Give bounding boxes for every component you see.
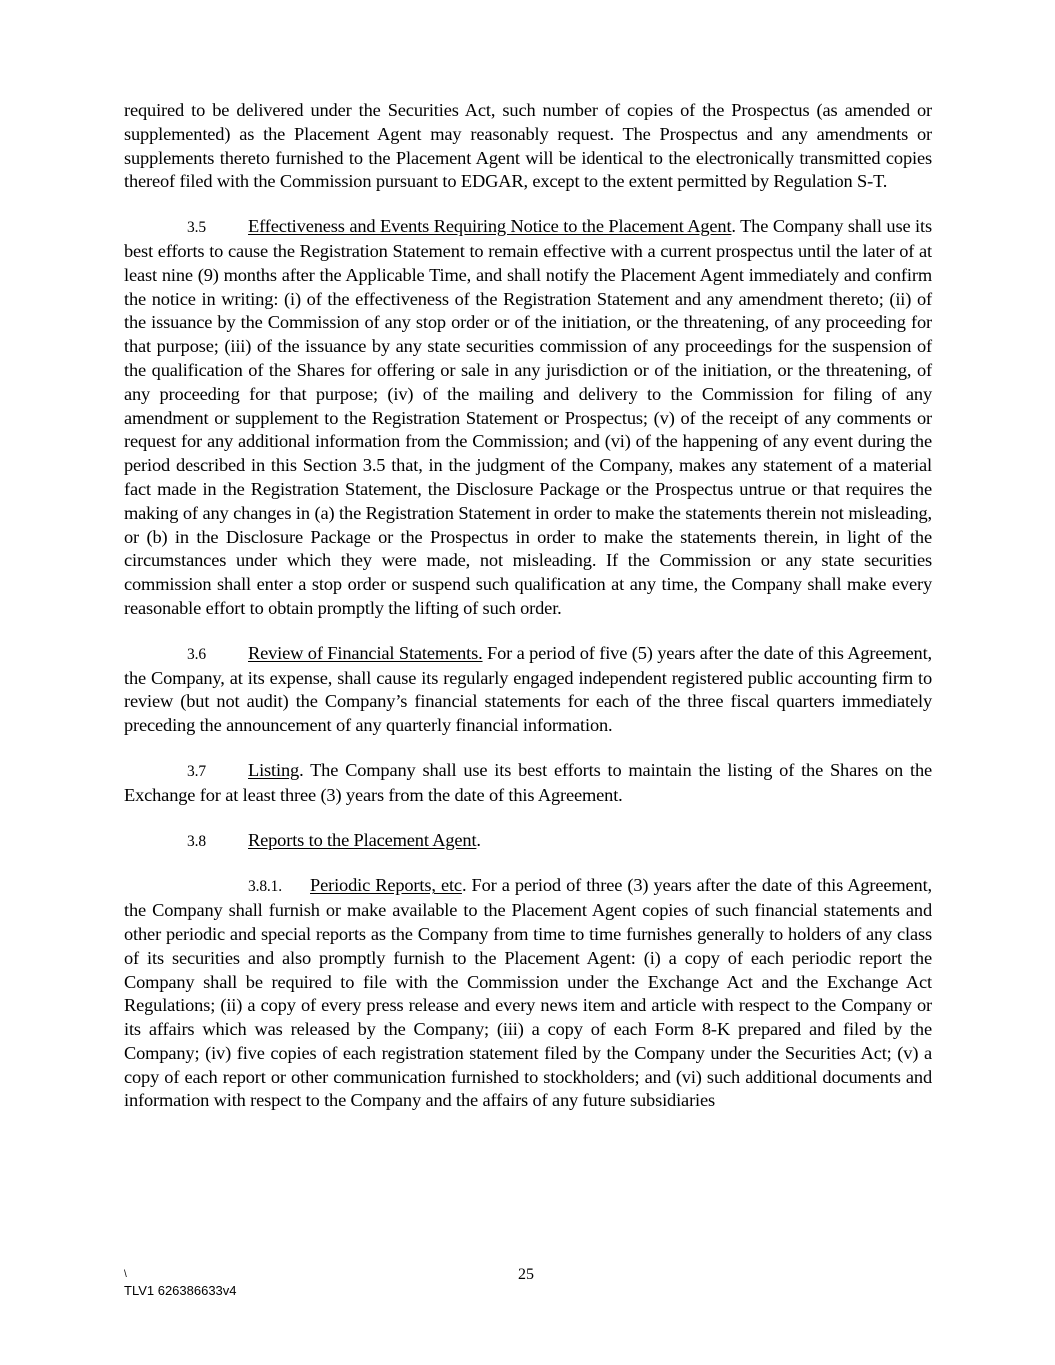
section-heading: Review of Financial Statements. <box>248 642 483 663</box>
heading-punctuation: . <box>476 829 481 850</box>
section-body: The Company shall use its best efforts to cause the Registration Statement to remain effective with a current prospectus until the later of at least nine (9) months after the Applicable Time, and shall notify the Placement Agent immediately and confirm the notice in writing: (i) of the effectiveness of the Registration Statement and any amendment thereto; (ii) of the issuance by the Commission of any stop order or of the initiation, or the threatening, of any proceeding for that purpose; (iii) of the issuance by any state securities commission of any proceedings for the suspension of the qualification of the Shares for offering or sale in any jurisdiction or of the initiation, or the threatening, of any proceeding for that purpose; (iv) of the mailing and delivery to the Commission for filing of any amendment or supplement to the Registration Statement or Prospectus; (v) of the receipt of any comments or request for any additional information from the Commission; and (vi) of the happening of any event during the period described in this Section 3.5 that, in the judgment of the Company, makes any statement of a material fact made in the Registration Statement, the Disclosure Package or the Prospectus untrue or that requires the making of any changes in (a) the Registration Statement in order to make the statements therein not misleading, or (b) in the Disclosure Package or the Prospectus in order to make the statements therein, in light of the circumstances under which they were made, not misleading. If the Commission or any state securities commission shall enter a stop order or suspend such qualification at any time, the Company shall make every reasonable effort to obtain promptly the lifting of such order. <box>124 216 932 618</box>
section-number: 3.8.1. <box>248 878 282 896</box>
section-body: For a period of five (5) years after the date of this Agreement, the Company, at its expense, shall cause its regularly engaged independent registered public accounting firm to review (but not audit) the Company’s financial statements for each of the three fiscal quarters immediately preceding the announcement of any quarterly financial information. <box>124 642 933 736</box>
section-3-5 <box>124 215 932 621</box>
section-number: 3.7 <box>187 762 206 780</box>
section-3-6 <box>124 642 932 738</box>
section-number: 3.5 <box>187 219 206 237</box>
section-heading: Reports to the Placement Agent <box>248 829 477 850</box>
heading-punctuation: . <box>731 216 736 237</box>
section-3-8-1 <box>124 874 932 1113</box>
footer-doc-id-block <box>124 1268 237 1299</box>
heading-punctuation: . <box>461 875 467 896</box>
section-heading: Periodic Reports, etc <box>310 875 462 896</box>
footer-slash: \ <box>124 1269 127 1280</box>
section-heading: Effectiveness and Events Requiring Notice to the Placement Agent <box>248 216 732 237</box>
intro-paragraph: required to be delivered under the Securities Act, such number of copies of the Prospectus (as amended or supplemented) as the Placement Agent may reasonably request. The Prospectus and any amendments or supplements thereto furnished to the Placement Agent will be identical to the electronically transmitted copies thereof filed with the Commission pursuant to EDGAR, except to the extent permitted by Regulation S-T. <box>124 100 932 192</box>
footer-doc-id: TLV1 626386633v4 <box>124 1283 237 1298</box>
section-3-7 <box>124 759 932 808</box>
document-page <box>124 99 932 1134</box>
section-number: 3.6 <box>187 645 206 663</box>
section-body: The Company shall use its best efforts to maintain the listing of the Shares on the Exchange for at least three (3) years from the date of this Agreement. <box>124 759 932 805</box>
heading-punctuation: . <box>299 759 304 780</box>
section-heading: Listing <box>248 759 300 780</box>
section-number: 3.8 <box>187 832 206 850</box>
section-body: For a period of three (3) years after the date of this Agreement, the Company shall furnish or make available to the Placement Agent copies of such financial statements and other periodic and special reports as the Company from time to time furnishes generally to holders of any class of its securities and also promptly furnish to the Placement Agent: (i) a copy of each periodic report the Company shall be required to file with the Commission under the Exchange Act and the Exchange Act Regulations; (ii) a copy of every press release and every news item and article with respect to the Company or its affairs which was released by the Company; (iii) a copy of each Form 8-K prepared and filed by the Company; (iv) five copies of each registration statement filed by the Company under the Securities Act; (v) a copy of each report or other communication furnished to stockholders; and (vi) such additional documents and information with respect to the Company and the affairs of any future subsidiaries <box>124 875 932 1111</box>
page-number: 25 <box>518 1266 534 1283</box>
section-3-8 <box>124 829 932 854</box>
